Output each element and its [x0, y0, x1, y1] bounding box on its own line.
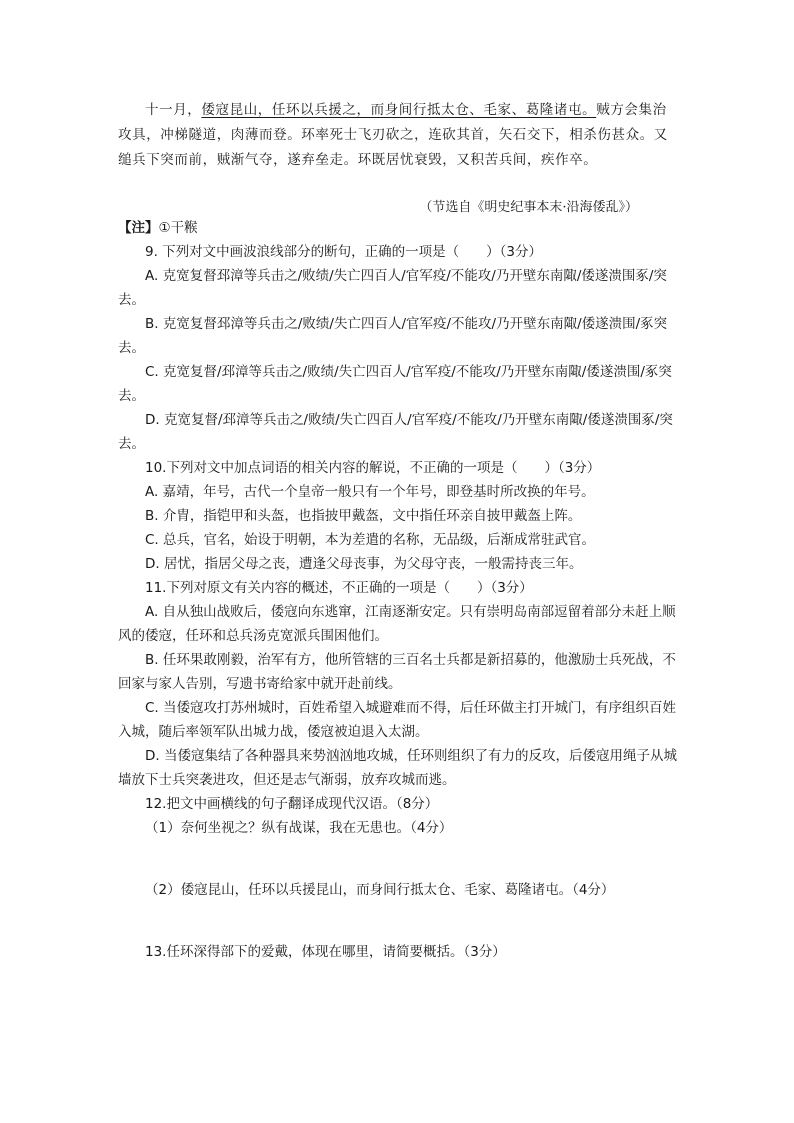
q11-option-b: B. 任环果敢刚毅，治军有方，他所管辖的三百名士兵都是新招募的，他激励士兵死战，不回家与家人告别，写遗书寄给家中就开赴前线。 — [118, 652, 676, 692]
q12-sub1: （1）奈何坐视之？纵有战谋，我在无患也。（4分） — [145, 820, 453, 836]
questions-body — [118, 216, 683, 964]
q9-option-d: D. 克宽复督/邳漳等兵击之/败绩/失亡四百人/官军疫/不能攻/乃开壁东南陬/倭遂溃围豖/突去。 — [118, 412, 673, 452]
q10-option-c: C. 总兵，官名，始设于明朝，本为差遣的名称，无品级，后渐成常驻武官。 — [145, 532, 596, 548]
passage-text-b: 贼方会集治攻具，冲梯隧道，肉薄而登。环率死士飞刃砍之，连砍其首，矢石交下，相杀伤甚众。又缒兵下突而前，贼渐气夺，遂弃垒走。环既居忧衰毁，又积苦兵间，疾作卒。 — [118, 102, 668, 168]
passage-text-a: 十一月， — [145, 102, 202, 118]
q11-option-d: D. 当倭寇集结了各种器具来势汹汹地攻城，任环则组织了有力的反攻，后倭寇用绳子从城墙放下士兵突袭进攻，但还是志气渐弱，放弃攻城而逃。 — [118, 748, 677, 788]
q11-option-a: A. 自从独山战败后，倭寇向东逃窜，江南逐渐安定。只有崇明岛南部逗留着部分未赶上顺风的倭寇，任环和总兵汤克宽派兵围困他们。 — [118, 604, 676, 644]
q9-stem: 9. 下列对文中画波浪线部分的断句，正确的一项是（ ）（3分） — [145, 244, 543, 260]
q9-option-c: C. 克宽复督/邳漳等兵击之/败绩/失亡四百人/官军疫/不能攻/乃开壁东南陬/倭遂溃围/豖突去。 — [118, 364, 672, 404]
q9-option-b: B. 克宽复督邳漳等兵击之/败绩/失亡四百人/官军疫/不能攻/乃开壁东南陬/倭遂溃围/豖突去。 — [118, 316, 668, 356]
q12-stem: 12.把文中画横线的句子翻译成现代汉语。（8分） — [145, 796, 439, 812]
passage-source: （节选自《明史纪事本末·沿海倭乱》） — [419, 200, 638, 215]
q9-option-a: A. 克宽复督邳漳等兵击之/败绩/失亡四百人/官军疫/不能攻/乃开壁东南陬/倭遂溃围豖/突去。 — [118, 268, 667, 308]
q10-option-a: A. 嘉靖，年号，古代一个皇帝一般只有一个年号，即登基时所改换的年号。 — [145, 484, 595, 500]
q12-sub2: （2）倭寇昆山，任环以兵援昆山，而身间行抵太仓、毛家、葛隆诸屯。（4分） — [145, 882, 615, 898]
answer-space-1 — [118, 840, 683, 878]
answer-space-2 — [118, 902, 683, 940]
note — [118, 216, 683, 240]
q11-option-c: C. 当倭寇攻打苏州城时，百姓希望入城避难而不得，后任环做主打开城门，有序组织百姓入城，随后率领军队出城力战，倭寇被迫退入太湖。 — [118, 700, 677, 740]
note-label: 【注】 — [118, 220, 159, 236]
q11-stem: 11.下列对原文有关内容的概述，不正确的一项是（ ）（3分） — [145, 580, 533, 596]
q13-stem: 13.任环深得部下的爱戴，体现在哪里，请简要概括。（3分） — [145, 944, 506, 960]
classical-passage — [118, 98, 678, 173]
q10-option-b: B. 介胄，指铠甲和头盔，也指披甲戴盔，文中指任环亲自披甲戴盔上阵。 — [145, 508, 582, 524]
q10-option-d: D. 居忧，指居父母之丧，遭逢父母丧事，为父母守丧，一般需持丧三年。 — [145, 556, 583, 572]
passage-underlined-sentence: 倭寇昆山，任环以兵援之，而身间行抵太仓、毛家、葛隆诸屯。 — [201, 102, 597, 118]
q10-stem: 10.下列对文中加点词语的相关内容的解说，不正确的一项是（ ）（3分） — [145, 460, 601, 476]
note-text: ①干糇 — [158, 220, 198, 236]
